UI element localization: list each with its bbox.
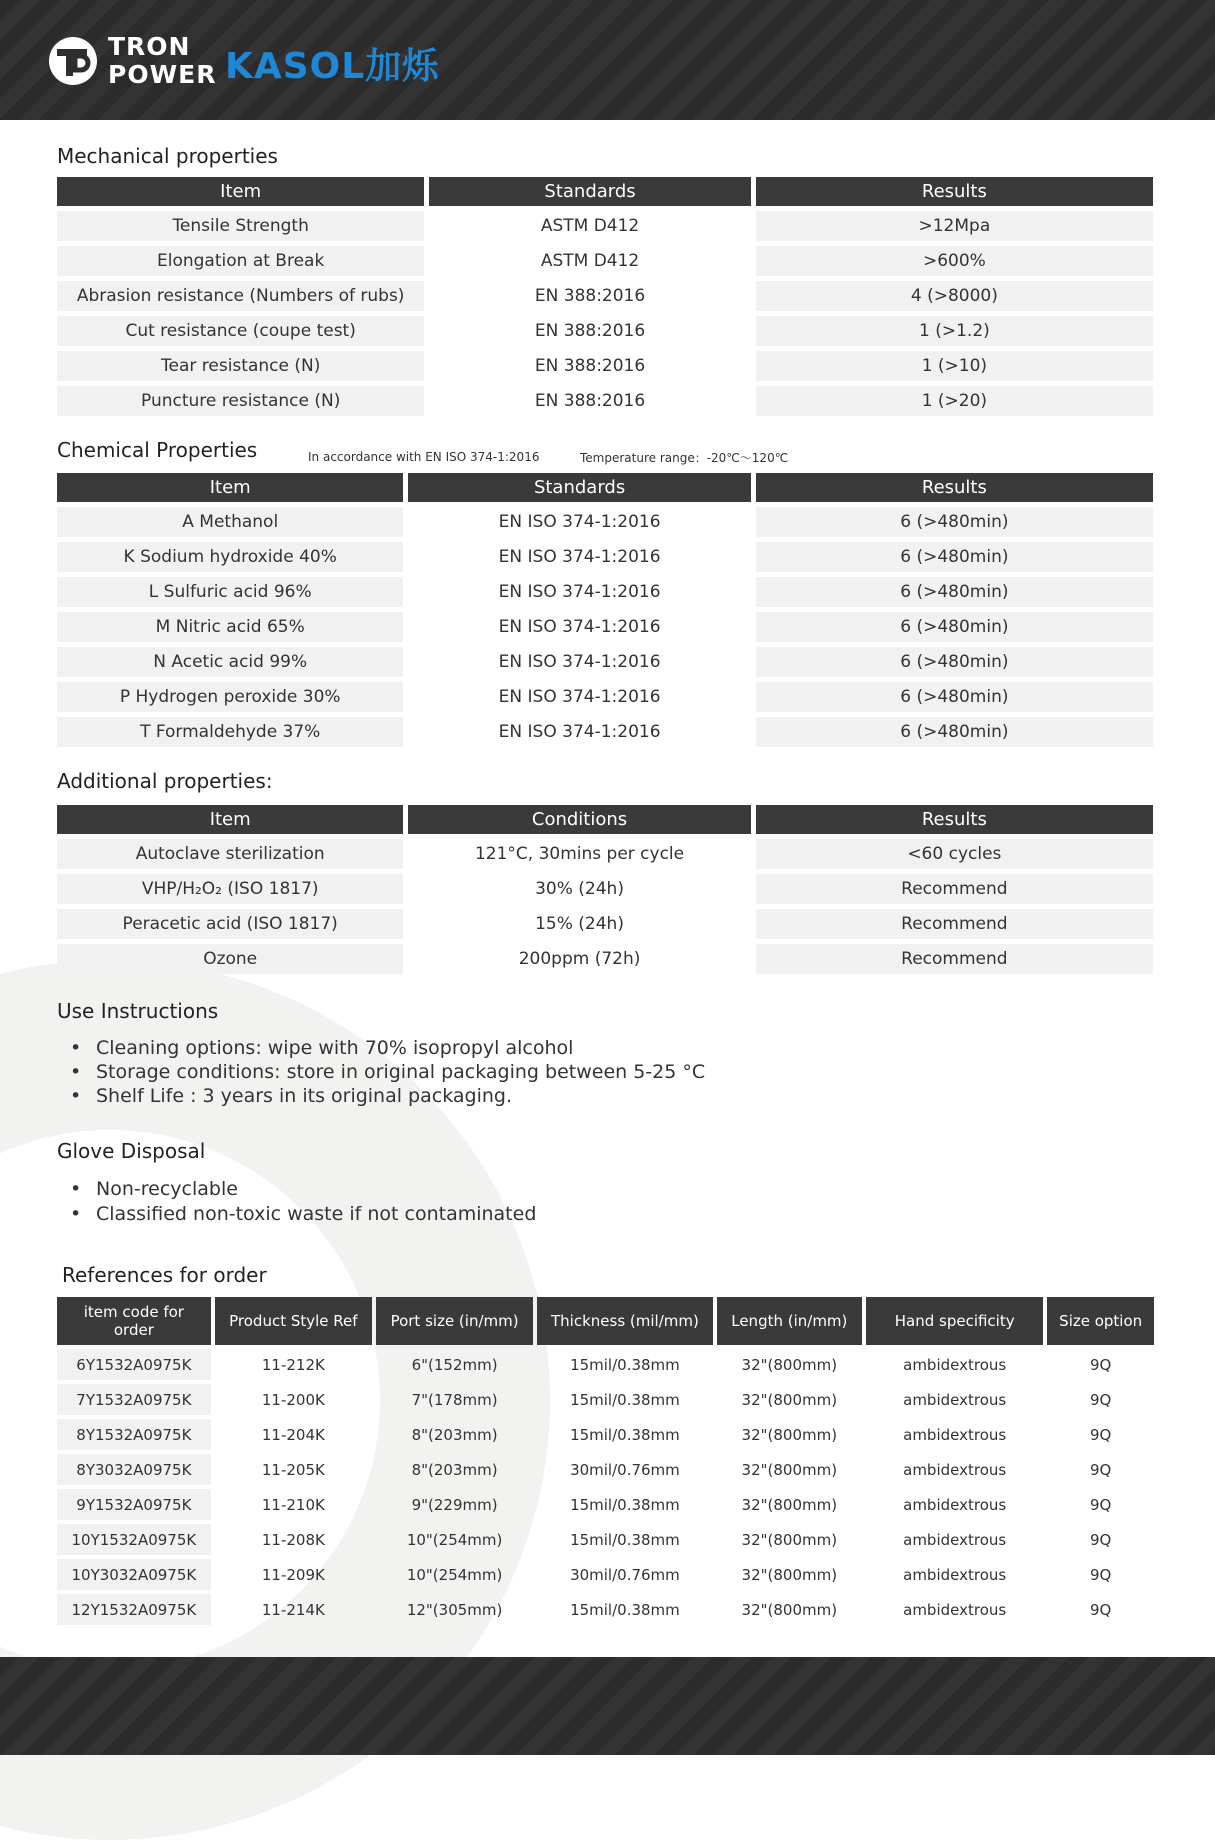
table-cell: 200ppm (72h) xyxy=(518,949,641,969)
table-cell: P Hydrogen peroxide 30% xyxy=(57,682,403,712)
kasol-logo: KASOL加烁 xyxy=(225,46,440,87)
table-cell: Tensile Strength xyxy=(57,211,424,241)
table-cell: 15mil/0.38mm xyxy=(570,1390,680,1409)
additional-table xyxy=(52,800,1158,979)
table-row xyxy=(57,874,1153,904)
table-cell: Recommend xyxy=(756,874,1153,904)
table-cell: Abrasion resistance (Numbers of rubs) xyxy=(57,281,424,311)
table-cell: 32"(800mm) xyxy=(741,1565,838,1584)
table-cell: 4 (>8000) xyxy=(756,281,1153,311)
table-cell: >600% xyxy=(756,246,1153,276)
table-cell: 11-205K xyxy=(261,1460,325,1479)
table-row xyxy=(57,351,1153,381)
table-cell: ambidextrous xyxy=(903,1355,1007,1374)
table-cell: T Formaldehyde 37% xyxy=(57,717,403,747)
column-header: Results xyxy=(756,177,1153,206)
chemical-table xyxy=(52,468,1158,752)
list-item: • Cleaning options: wipe with 70% isopropyl alcohol xyxy=(58,1036,705,1060)
table-cell: EN ISO 374-1:2016 xyxy=(498,687,661,707)
list-item: • Classified non-toxic waste if not contaminated xyxy=(58,1202,536,1227)
table-cell: EN ISO 374-1:2016 xyxy=(498,512,661,532)
table-cell: 15mil/0.38mm xyxy=(570,1600,680,1619)
table-cell: 6 (>480min) xyxy=(756,577,1153,607)
table-cell: EN 388:2016 xyxy=(534,391,646,411)
table-cell: 32"(800mm) xyxy=(741,1460,838,1479)
table-cell: 12"(305mm) xyxy=(406,1600,503,1619)
column-header: Results xyxy=(756,473,1153,502)
table-cell: 8"(203mm) xyxy=(411,1425,498,1444)
table-cell: Peracetic acid (ISO 1817) xyxy=(57,909,403,939)
column-header: Item xyxy=(57,177,424,206)
table-cell: EN ISO 374-1:2016 xyxy=(498,652,661,672)
brand-line-2: POWER xyxy=(108,60,217,89)
table-cell: EN ISO 374-1:2016 xyxy=(498,547,661,567)
table-cell: 6Y1532A0975K xyxy=(57,1349,211,1380)
table-cell: M Nitric acid 65% xyxy=(57,612,403,642)
table-row xyxy=(57,211,1153,241)
table-cell: 8Y1532A0975K xyxy=(57,1419,211,1450)
table-cell: ambidextrous xyxy=(903,1600,1007,1619)
table-cell: 30mil/0.76mm xyxy=(570,1565,680,1584)
table-cell: 8Y3032A0975K xyxy=(57,1454,211,1485)
table-row xyxy=(57,909,1153,939)
table-row xyxy=(57,944,1153,974)
table-cell: 1 (>20) xyxy=(756,386,1153,416)
references-title: References for order xyxy=(62,1263,267,1287)
column-header: Results xyxy=(756,805,1153,834)
table-header-row xyxy=(57,177,1153,206)
table-row xyxy=(57,281,1153,311)
table-cell: Recommend xyxy=(756,944,1153,974)
table-cell: 9Q xyxy=(1089,1495,1112,1514)
table-cell: 1 (>1.2) xyxy=(756,316,1153,346)
table-cell: ambidextrous xyxy=(903,1530,1007,1549)
table-cell: >12Mpa xyxy=(756,211,1153,241)
table-cell: 9Y1532A0975K xyxy=(57,1489,211,1520)
glove-disposal-title: Glove Disposal xyxy=(57,1139,206,1163)
table-row xyxy=(57,1489,1154,1520)
table-row xyxy=(57,1384,1154,1415)
glove-disposal-list xyxy=(58,1177,536,1227)
table-cell: EN 388:2016 xyxy=(534,286,646,306)
table-cell: EN ISO 374-1:2016 xyxy=(498,582,661,602)
table-cell: Recommend xyxy=(756,909,1153,939)
table-cell: ambidextrous xyxy=(903,1390,1007,1409)
table-cell: EN ISO 374-1:2016 xyxy=(498,722,661,742)
table-cell: 10Y1532A0975K xyxy=(57,1524,211,1555)
table-row xyxy=(57,1559,1154,1590)
column-header: Product Style Ref xyxy=(215,1297,372,1345)
mechanical-title: Mechanical properties xyxy=(57,144,278,168)
column-header: Item xyxy=(57,473,403,502)
table-cell: 32"(800mm) xyxy=(741,1390,838,1409)
column-header: Conditions xyxy=(408,805,750,834)
table-cell: Puncture resistance (N) xyxy=(57,386,424,416)
table-cell: ambidextrous xyxy=(903,1495,1007,1514)
column-header: Length (in/mm) xyxy=(717,1297,862,1345)
table-cell: 7Y1532A0975K xyxy=(57,1384,211,1415)
table-cell: 6 (>480min) xyxy=(756,647,1153,677)
table-row xyxy=(57,839,1153,869)
table-cell: 9Q xyxy=(1089,1460,1112,1479)
table-cell: Cut resistance (coupe test) xyxy=(57,316,424,346)
table-cell: 11-204K xyxy=(261,1425,325,1444)
table-cell: 12Y1532A0975K xyxy=(57,1594,211,1625)
table-cell: ambidextrous xyxy=(903,1425,1007,1444)
page-header xyxy=(0,0,1215,120)
table-cell: Ozone xyxy=(57,944,403,974)
table-cell: ASTM D412 xyxy=(540,251,640,271)
list-item: • Storage conditions: store in original packaging between 5-25 °C xyxy=(58,1060,705,1084)
list-item: • Non-recyclable xyxy=(58,1177,536,1202)
tron-power-logo-icon xyxy=(48,36,98,86)
table-cell: ambidextrous xyxy=(903,1460,1007,1479)
table-cell: ambidextrous xyxy=(903,1565,1007,1584)
brand-name xyxy=(108,33,216,89)
table-cell: 11-209K xyxy=(261,1565,325,1584)
table-cell: 9Q xyxy=(1089,1425,1112,1444)
table-row xyxy=(57,386,1153,416)
column-header: Standards xyxy=(429,177,750,206)
table-row xyxy=(57,1594,1154,1625)
table-cell: 7"(178mm) xyxy=(411,1390,498,1409)
table-cell: Elongation at Break xyxy=(57,246,424,276)
table-cell: 8"(203mm) xyxy=(411,1460,498,1479)
table-cell: 15mil/0.38mm xyxy=(570,1495,680,1514)
column-header: Port size (in/mm) xyxy=(376,1297,533,1345)
mechanical-table xyxy=(52,172,1158,421)
table-cell: 11-210K xyxy=(261,1495,325,1514)
table-cell: EN 388:2016 xyxy=(534,356,646,376)
column-header: Size option xyxy=(1047,1297,1154,1345)
table-cell: 32"(800mm) xyxy=(741,1600,838,1619)
table-cell: 15mil/0.38mm xyxy=(570,1425,680,1444)
table-row xyxy=(57,507,1153,537)
column-header: Standards xyxy=(408,473,750,502)
table-cell: N Acetic acid 99% xyxy=(57,647,403,677)
table-cell: 6 (>480min) xyxy=(756,612,1153,642)
references-table xyxy=(53,1293,1158,1629)
table-cell: 15% (24h) xyxy=(535,914,624,934)
table-row xyxy=(57,647,1153,677)
table-header-row xyxy=(57,805,1153,834)
use-instructions-title: Use Instructions xyxy=(57,999,219,1023)
table-row xyxy=(57,542,1153,572)
column-header: Item xyxy=(57,805,403,834)
table-cell: 30% (24h) xyxy=(535,879,624,899)
table-cell: 6"(152mm) xyxy=(411,1355,498,1374)
table-cell: 11-214K xyxy=(261,1600,325,1619)
table-cell: 121°C, 30mins per cycle xyxy=(474,844,685,864)
table-cell: EN ISO 374-1:2016 xyxy=(498,617,661,637)
table-row xyxy=(57,1419,1154,1450)
table-row xyxy=(57,316,1153,346)
table-cell: 32"(800mm) xyxy=(741,1425,838,1444)
brand-line-1: TRON xyxy=(108,32,191,61)
additional-title: Additional properties: xyxy=(57,769,273,793)
table-cell: A Methanol xyxy=(57,507,403,537)
table-cell: 9"(229mm) xyxy=(411,1495,498,1514)
table-cell: 15mil/0.38mm xyxy=(570,1530,680,1549)
table-header-row xyxy=(57,1297,1154,1345)
table-header-row xyxy=(57,473,1153,502)
table-cell: <60 cycles xyxy=(756,839,1153,869)
table-cell: 10"(254mm) xyxy=(406,1530,503,1549)
table-cell: 6 (>480min) xyxy=(756,542,1153,572)
table-row xyxy=(57,577,1153,607)
column-header: item code for order xyxy=(57,1297,211,1345)
table-cell: 11-200K xyxy=(261,1390,325,1409)
table-cell: Tear resistance (N) xyxy=(57,351,424,381)
table-row xyxy=(57,246,1153,276)
table-cell: 32"(800mm) xyxy=(741,1495,838,1514)
table-cell: 6 (>480min) xyxy=(756,682,1153,712)
table-row xyxy=(57,1349,1154,1380)
table-cell: L Sulfuric acid 96% xyxy=(57,577,403,607)
table-cell: ASTM D412 xyxy=(540,216,640,236)
table-cell: 30mil/0.76mm xyxy=(570,1460,680,1479)
column-header: Hand specificity xyxy=(866,1297,1043,1345)
table-cell: 32"(800mm) xyxy=(741,1530,838,1549)
use-instructions-list xyxy=(58,1036,705,1108)
table-cell: EN 388:2016 xyxy=(534,321,646,341)
table-cell: 9Q xyxy=(1089,1390,1112,1409)
table-cell: K Sodium hydroxide 40% xyxy=(57,542,403,572)
table-row xyxy=(57,717,1153,747)
list-item: • Shelf Life : 3 years in its original packaging. xyxy=(58,1084,705,1108)
chemical-standard-note: In accordance with EN ISO 374-1:2016 xyxy=(308,450,540,464)
table-cell: VHP/H₂O₂ (ISO 1817) xyxy=(57,874,403,904)
column-header: Thickness (mil/mm) xyxy=(537,1297,712,1345)
table-row xyxy=(57,1524,1154,1555)
temperature-range-note: Temperature range：-20℃～120℃ xyxy=(580,451,789,465)
table-cell: 9Q xyxy=(1089,1530,1112,1549)
table-row xyxy=(57,612,1153,642)
table-row xyxy=(57,682,1153,712)
chemical-title: Chemical Properties xyxy=(57,438,258,462)
table-cell: 1 (>10) xyxy=(756,351,1153,381)
table-cell: 11-208K xyxy=(261,1530,325,1549)
table-cell: 32"(800mm) xyxy=(741,1355,838,1374)
table-cell: 11-212K xyxy=(261,1355,325,1374)
table-cell: 6 (>480min) xyxy=(756,507,1153,537)
table-cell: 10Y3032A0975K xyxy=(57,1559,211,1590)
table-cell: 15mil/0.38mm xyxy=(570,1355,680,1374)
table-cell: 9Q xyxy=(1089,1355,1112,1374)
table-cell: 10"(254mm) xyxy=(406,1565,503,1584)
table-row xyxy=(57,1454,1154,1485)
table-cell: 9Q xyxy=(1089,1565,1112,1584)
table-cell: 6 (>480min) xyxy=(756,717,1153,747)
page-footer xyxy=(0,1657,1215,1755)
table-cell: Autoclave sterilization xyxy=(57,839,403,869)
table-cell: 9Q xyxy=(1089,1600,1112,1619)
